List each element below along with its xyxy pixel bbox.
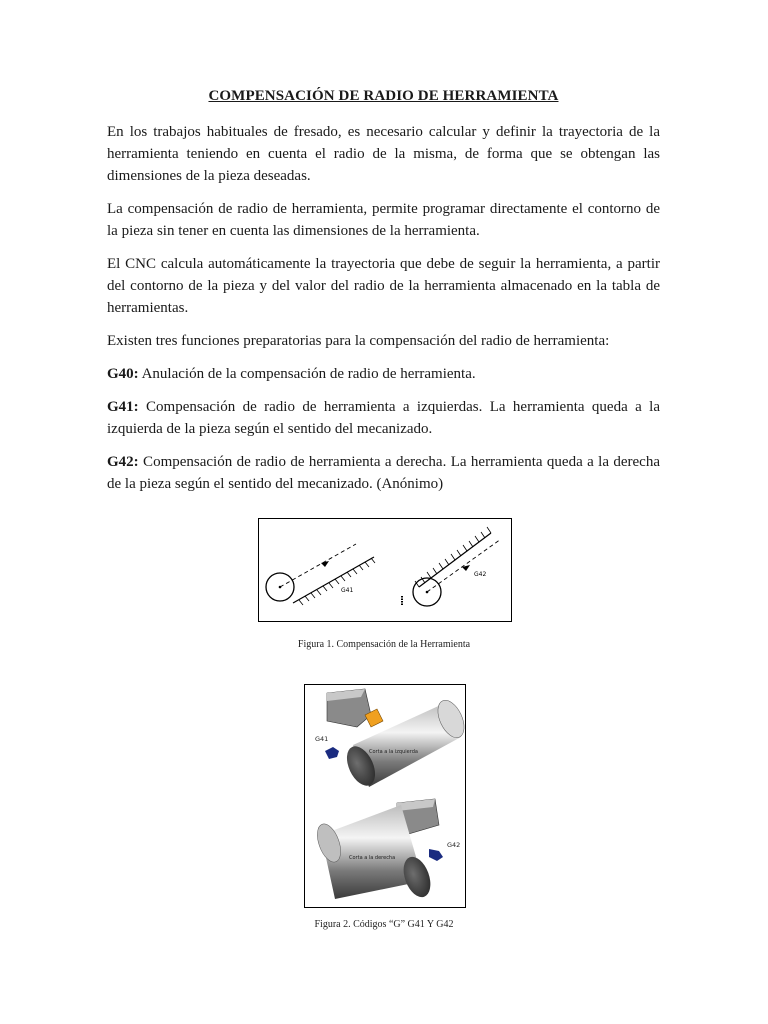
paragraph-4: Existen tres funciones preparatorias para la compensación del radio de herramienta: (107, 333, 610, 349)
code-g40-text: Anulación de la compensación de radio de herramienta. (138, 366, 476, 382)
code-g42-label: G42: (107, 454, 139, 470)
figure-2-caption: Figura 2. Códigos “G” G41 Y G42 (314, 919, 454, 930)
g42-hand-icon (429, 849, 443, 861)
figure-1-diagram (258, 518, 512, 622)
g42-diagram (402, 527, 501, 606)
paragraph-2: La compensación de radio de herramienta, permite programar directamente el contorno de la pieza sin tener en cuenta las dimensiones de la herramienta. (107, 201, 660, 239)
document-title: COMPENSACIÓN DE RADIO DE HERRAMIENTA (208, 88, 559, 104)
figure-1-svg (259, 519, 511, 621)
g42-illustration (313, 799, 461, 901)
figure-1-caption: Figura 1. Compensación de la Herramienta (297, 639, 471, 650)
code-g41-text: Compensación de radio de herramienta a izquierdas. La herramienta queda a la izquierda de la pieza según el sentido del mecanizado. (107, 399, 660, 437)
paragraph-3: El CNC calcula automáticamente la trayectoria que debe de seguir la herramienta, a partir del contorno de la pieza y del valor del radio de la herramienta almacenado en la tabla de herramientas. (107, 256, 660, 316)
g41-hand-icon (325, 747, 339, 759)
g41-text: Corta a la izquierda (369, 749, 418, 755)
g41-label: G41 (341, 587, 354, 594)
g41-hatching (299, 558, 375, 605)
paragraph-1: En los trabajos habituales de fresado, es necesario calcular y definir la trayectoria de la herramienta teniendo en cuenta el radio de la misma, de forma que se obtengan las dimensiones de la pieza deseadas. (107, 124, 660, 184)
code-g42-text: Compensación de radio de herramienta a derecha. La herramienta queda a la derecha de la pieza según el sentido del mecanizado. (Anónimo) (107, 454, 660, 492)
code-g42 (107, 451, 660, 495)
code-g40 (107, 363, 660, 385)
figure-2-svg (305, 685, 465, 907)
g42-text: Corta a la derecha (349, 855, 396, 861)
g42-label: G42 (447, 841, 461, 849)
g41-illustration (315, 689, 465, 790)
code-g41 (107, 396, 660, 440)
figure-2-illustration (304, 684, 466, 908)
g41-diagram (266, 544, 375, 605)
code-g41-label: G41: (107, 399, 139, 415)
g42-label: G42 (474, 571, 487, 578)
code-g40-label: G40: (107, 366, 139, 382)
document-body (107, 88, 660, 506)
g41-label: G41 (315, 735, 329, 743)
